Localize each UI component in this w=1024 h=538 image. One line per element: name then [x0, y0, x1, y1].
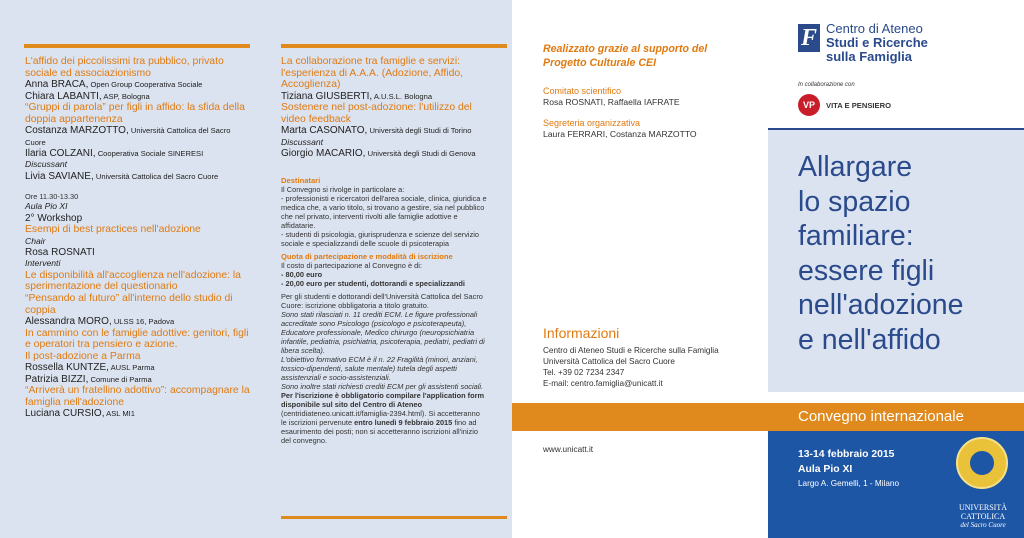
- comitato-value: Rosa ROSNATI, Raffaella IAFRATE: [543, 97, 680, 107]
- title-line: lo spazio: [798, 185, 911, 218]
- talk-title: Le disponibilità all'accoglienza nell'adozione: la sperimentazione del questionario: [25, 269, 241, 293]
- quota-note: Per gli studenti e dottorandi dell'Università Cattolica del Sacro Cuore: iscrizione obbligatoria a titolo gratuito.: [281, 292, 483, 310]
- panel-cover: [768, 0, 1024, 538]
- centro-logo-mark: F: [798, 24, 820, 52]
- speaker: [25, 247, 251, 258]
- univ-line: UNIVERSITÀ: [959, 503, 1007, 512]
- role-label: Aula Pio XI: [25, 201, 68, 212]
- speaker-name: Marta CASONATO,: [281, 125, 368, 137]
- talk-title: Il post-adozione a Parma: [25, 350, 141, 362]
- iscrizione-text: Per l'iscrizione è obbligatorio compilare l'application form disponibile sul sito del Centro di Ateneo (centridiateneo.unicatt.it/famiglia-2394.html). Si accetteranno le iscrizioni pervenute entro lunedì 9 febbraio 2015 fino ad esaurimento dei posti; non si accetteranno iscrizioni all'inizio del convegno.: [281, 391, 485, 445]
- convegno-band: Convegno internazionale: [768, 403, 1024, 431]
- speaker: [281, 91, 487, 102]
- info-block: [543, 325, 753, 389]
- speaker-name: Rossella KUNTZE,: [25, 362, 109, 374]
- cover-title: [798, 150, 1022, 357]
- speaker-name: Anna BRACA,: [25, 79, 89, 91]
- speaker-name: Alessandra MORO,: [25, 316, 112, 328]
- info-email[interactable]: E-mail: centro.famiglia@unicatt.it: [543, 379, 663, 389]
- speaker: [25, 79, 251, 90]
- panel-organization: [512, 0, 768, 538]
- info-line: Università Cattolica del Sacro Cuore: [543, 357, 675, 367]
- speaker: [25, 362, 251, 373]
- title-line: nell'adozione: [798, 289, 964, 321]
- destinatari-item: - studenti di psicologia, giurisprudenza e scienze del servizio sociale e specializzandi delle scuole di psicoterapia: [281, 230, 480, 248]
- talk-title: “Arriverà un fratellino adottivo”: accompagnare la famiglia nell'adozione: [25, 385, 250, 408]
- speaker: [25, 91, 251, 102]
- event-address: Largo A. Gemelli, 1 - Milano: [798, 479, 900, 488]
- destinatari-intro: Il Convegno si rivolge in particolare a:: [281, 185, 405, 194]
- speaker-affiliation: ULSS 16, Padova: [111, 317, 175, 327]
- speaker: [25, 125, 251, 148]
- session-time: Ore 11.30-13.30: [25, 192, 79, 202]
- event-date: 13-14 febbraio 2015: [798, 449, 895, 460]
- speaker-affiliation: A.U.S.L. Bologna: [372, 91, 433, 101]
- event-details: [768, 431, 1024, 538]
- talk-title: “Pensando al futuro” all'interno dello studio di coppia: [25, 293, 233, 316]
- destinatari-item: - professionisti e ricercatori dell'area sociale, clinica, giuridica e medica che, a vario titolo, si trovano a gestire, sia nel pubblico che nel privato, interventi rivolti alle famiglie adottive e affidatarie.: [281, 194, 487, 230]
- ecm-text: Sono stati rilasciati n. 11 crediti ECM. Le figure professionali accreditate sono Psicologo (psicologo e psicoterapeuta), Educatore professionale, Medico chirurgo (neuropsichiatria infantile, pediatria, psichiatria, psicoterapia, pediatri, pediatri di libera scelta).: [281, 310, 485, 355]
- title-line: e nell'affido: [798, 323, 941, 356]
- university-seal-icon: [956, 437, 1008, 489]
- top-orange-rule: [24, 44, 250, 48]
- speaker-name: Livia SAVIANE,: [25, 170, 94, 182]
- info-line: Centro di Ateneo Studi e Ricerche sulla Famiglia: [543, 346, 719, 356]
- title-line: Allargare: [798, 151, 913, 183]
- program-column-2: [281, 56, 487, 160]
- top-orange-rule: [281, 44, 507, 48]
- role-label: Interventi: [25, 258, 61, 269]
- info-title: Informazioni: [543, 325, 620, 341]
- website-link[interactable]: www.unicatt.it: [543, 445, 594, 454]
- destinatari-list: [281, 194, 487, 248]
- speaker: [25, 171, 251, 182]
- speaker-affiliation: Università degli Studi di Genova: [365, 149, 476, 159]
- quota-item: - 20,00 euro per studenti, dottorandi e specializzandi: [281, 279, 465, 288]
- title-line: essere figli: [798, 254, 935, 287]
- segreteria-value: Laura FERRARI, Costanza MARZOTTO: [543, 129, 697, 139]
- centro-logo-text: [826, 22, 928, 64]
- talk-title: L'affido dei piccolissimi tra pubblico, privato sociale ed associazionismo: [25, 56, 224, 79]
- info-column: [281, 176, 487, 445]
- univ-line: CATTOLICA: [960, 511, 1006, 521]
- logo-line: Centro di Ateneo: [826, 21, 923, 36]
- quota-intro: Il costo di partecipazione al Convegno è di:: [281, 261, 422, 270]
- spacer: [25, 182, 251, 192]
- speaker: [281, 148, 487, 159]
- university-name: [948, 504, 1018, 530]
- speaker-name: Giorgio MACARIO,: [281, 148, 366, 160]
- quota-title: Quota di partecipazione e modalità di iscrizione: [281, 252, 453, 261]
- destinatari-title: Destinatari: [281, 176, 321, 185]
- talk-title: Sostenere nel post-adozione: l'utilizzo del video feedback: [281, 102, 472, 125]
- vp-name: VITA E PENSIERO: [826, 101, 891, 110]
- univ-line: del Sacro Cuore: [960, 521, 1006, 530]
- session-label: 2° Workshop: [25, 212, 83, 224]
- quota-item: - 80,00 euro: [281, 270, 323, 279]
- speaker: [25, 374, 251, 385]
- role-label: Discussant: [25, 159, 68, 170]
- speaker-affiliation: Università Cattolica del Sacro Cuore: [25, 126, 231, 147]
- speaker-affiliation: ASP, Bologna: [101, 91, 150, 101]
- role-label: Chair: [25, 235, 46, 246]
- vp-logo-icon: VP: [798, 94, 820, 116]
- panel-program-1: [0, 0, 256, 538]
- talk-title: In cammino con le famiglie adottive: genitori, figli e operatori tra pensiero e azione.: [25, 327, 249, 351]
- speaker: [281, 125, 487, 136]
- info-line: Tel. +39 02 7234 2347: [543, 368, 625, 378]
- title-line: familiare:: [798, 220, 914, 252]
- talk-title: “Gruppi di parola” per figli in affido: la sfida della doppia appartenenza: [25, 102, 245, 125]
- speaker-affiliation: Università degli Studi di Torino: [367, 126, 472, 136]
- logo-line: sulla Famiglia: [826, 49, 912, 64]
- speaker-name: Tiziana GIUSBERTI,: [281, 90, 373, 102]
- collab-label: In collaborazione con: [798, 82, 855, 88]
- speaker-affiliation: ASL MI1: [104, 409, 136, 419]
- speaker-name: Ilaria COLZANI,: [25, 148, 96, 159]
- talk-title: La collaborazione tra famiglie e servizi: l'esperienza di A.A.A. (Adozione, Affido, Accoglienza): [281, 56, 464, 91]
- speaker: [25, 148, 251, 159]
- speaker-affiliation: Cooperativa Sociale SINERESI: [95, 149, 204, 158]
- speaker: [25, 408, 251, 419]
- speaker-affiliation: AUSL Parma: [108, 363, 155, 373]
- crediti-note: Sono inoltre stati richiesti crediti ECM per gli assistenti sociali.: [281, 382, 484, 391]
- speaker-affiliation: Comune di Parma: [88, 374, 152, 384]
- segreteria-label: Segreteria organizzativa: [543, 118, 641, 128]
- panel-program-2: [256, 0, 512, 538]
- role-label: Discussant: [281, 136, 324, 147]
- speaker-name: Patrizia BIZZI,: [25, 373, 89, 385]
- organization-column: [543, 42, 743, 140]
- supporto-text: Realizzato grazie al supporto del Progetto Culturale CEI: [543, 43, 708, 69]
- bottom-orange-rule: [281, 516, 507, 519]
- comitato-label: Comitato scientifico: [543, 86, 622, 96]
- orange-band: [512, 403, 768, 431]
- speaker-name: Rosa ROSNATI: [25, 247, 95, 259]
- ecm-obiettivo: L'obiettivo formativo ECM è il n. 22 Fragilità (minori, anziani, tossico-dipendenti, salute mentale) tutela degli aspetti assistenziali e socio-assistenziali.: [281, 355, 478, 382]
- speaker: [25, 316, 251, 327]
- logo-line: Studi e Ricerche: [826, 35, 928, 50]
- speaker-affiliation: Open Group Cooperativa Sociale: [88, 80, 203, 90]
- speaker-affiliation: Università Cattolica del Sacro Cuore: [93, 171, 219, 181]
- program-column-1: [25, 56, 251, 420]
- speaker-name: Chiara LABANTI,: [25, 90, 102, 102]
- speaker-name: Costanza MARZOTTO,: [25, 125, 129, 137]
- event-aula: Aula Pio XI: [798, 464, 853, 475]
- talk-title: Esempi di best practices nell'adozione: [25, 224, 201, 236]
- speaker-name: Luciana CURSIO,: [25, 408, 105, 420]
